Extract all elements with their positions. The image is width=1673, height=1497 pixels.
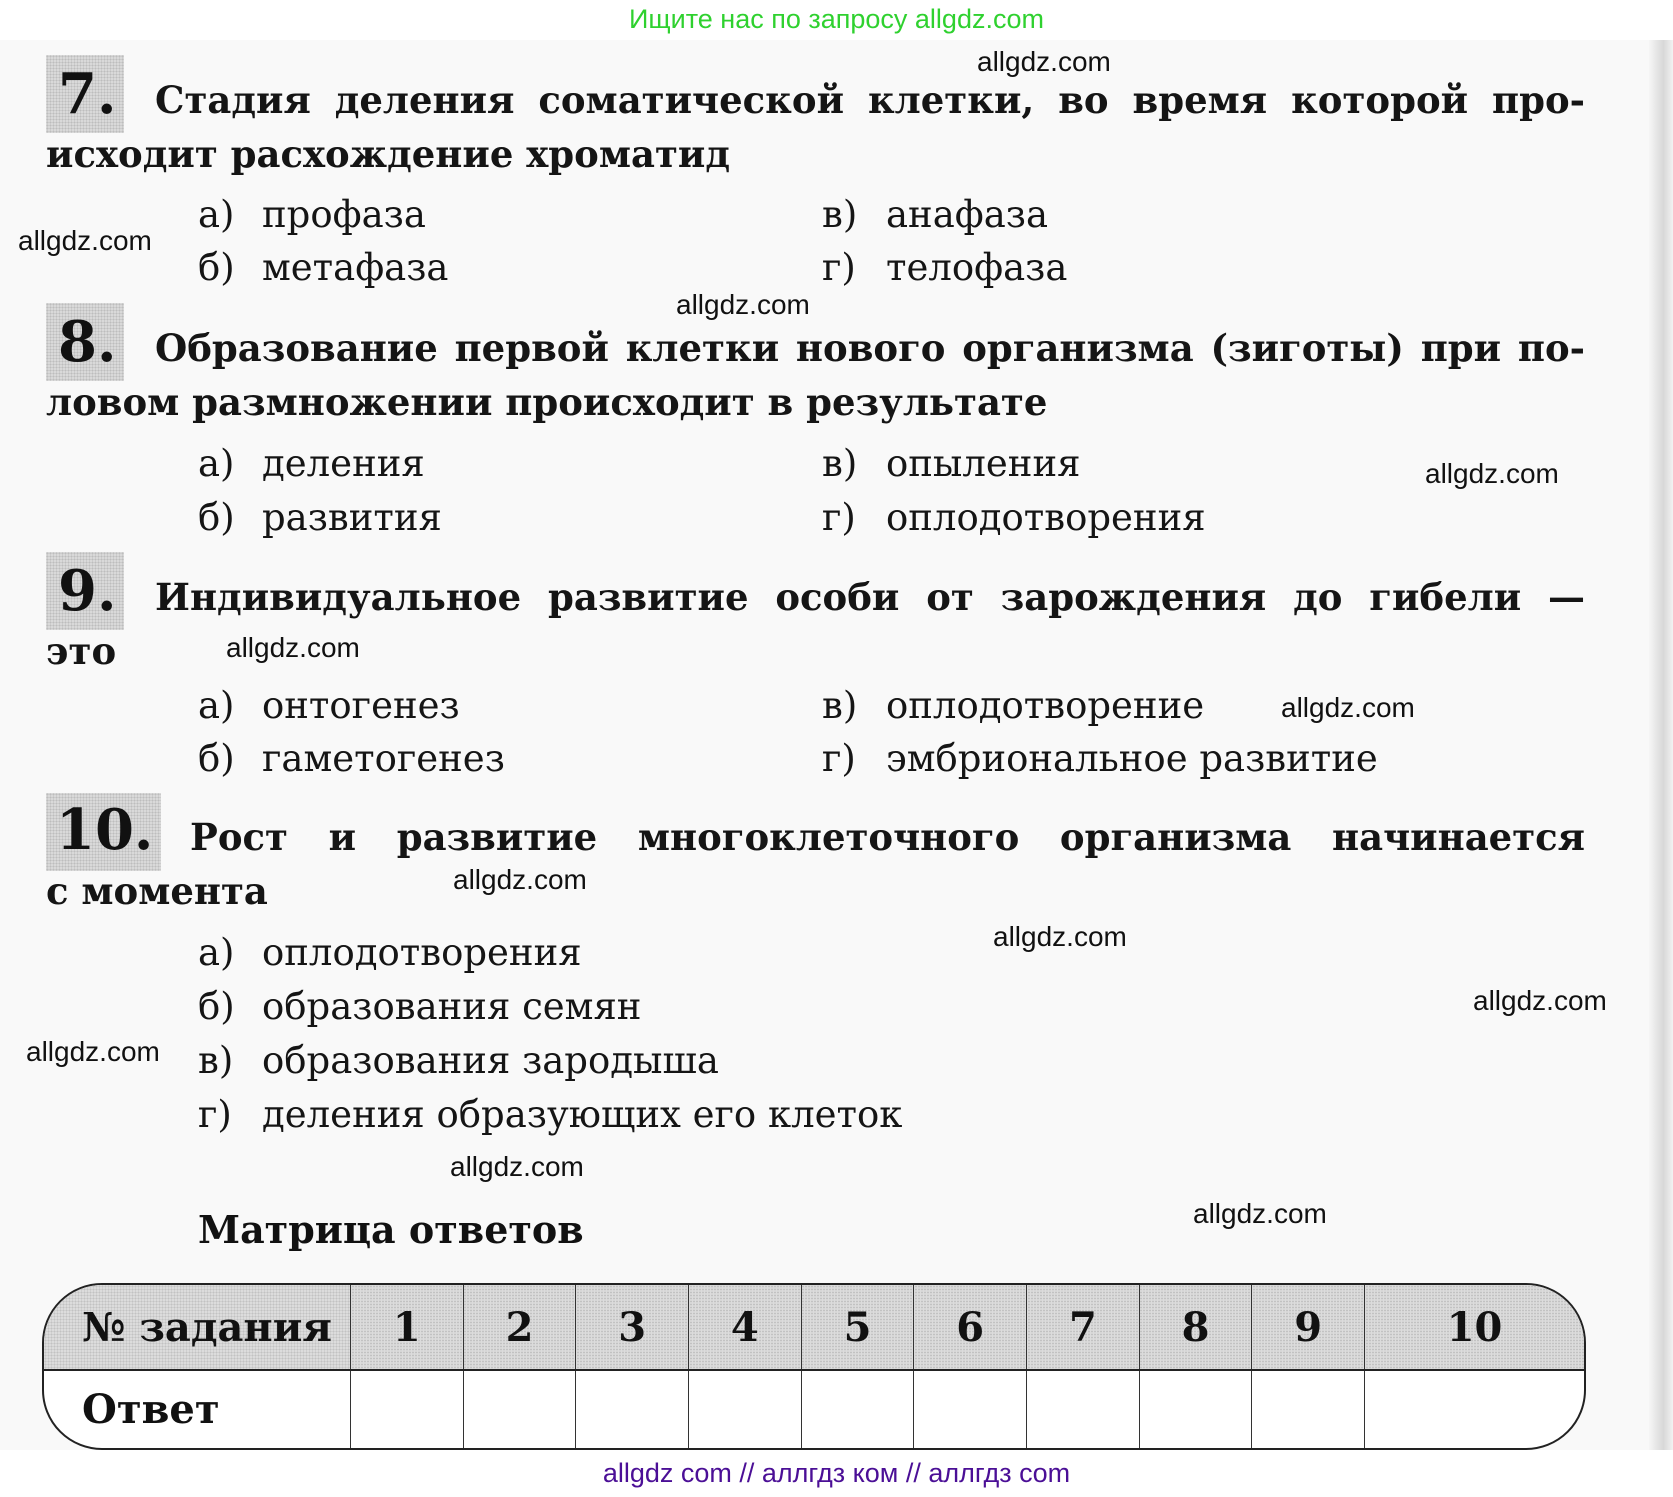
answer-cell-4[interactable] bbox=[689, 1370, 802, 1448]
question-9-option-a[interactable]: а) онтогенез bbox=[198, 684, 460, 727]
task-col-4: 4 bbox=[689, 1285, 802, 1370]
watermark: allgdz.com bbox=[226, 632, 360, 663]
task-col-1: 1 bbox=[351, 1285, 464, 1370]
watermark: allgdz.com bbox=[18, 225, 152, 256]
question-9-number: 9. bbox=[58, 558, 117, 624]
answer-matrix bbox=[42, 1283, 1586, 1450]
answer-matrix-answer-row bbox=[44, 1370, 1584, 1448]
watermark: allgdz.com bbox=[1473, 985, 1607, 1016]
answer-cell-3[interactable] bbox=[576, 1370, 689, 1448]
question-8-text-line-2: ловом размножении происходит в результате bbox=[46, 380, 1048, 424]
question-8-option-v[interactable]: в) опыления bbox=[822, 442, 1081, 485]
answer-cell-2[interactable] bbox=[463, 1370, 576, 1448]
question-10-number: 10. bbox=[56, 797, 154, 863]
task-col-7: 7 bbox=[1027, 1285, 1140, 1370]
question-7-option-g[interactable]: г) телофаза bbox=[822, 246, 1068, 289]
question-8-option-g[interactable]: г) оплодотворения bbox=[822, 496, 1206, 539]
task-col-5: 5 bbox=[801, 1285, 914, 1370]
question-10-option-a[interactable]: а) оплодотворения bbox=[198, 931, 582, 974]
answer-cell-6[interactable] bbox=[914, 1370, 1027, 1448]
watermark: allgdz.com bbox=[26, 1036, 160, 1067]
watermark: allgdz.com bbox=[977, 46, 1111, 77]
question-10-text-line-1: Рост и развитие многоклеточного организма начинается bbox=[190, 815, 1585, 859]
question-7-text-line-1: Стадия деления соматической клетки, во время которой про- bbox=[155, 78, 1585, 122]
question-10-option-g[interactable]: г) деления образующих его клеток bbox=[198, 1093, 903, 1136]
question-10-text-line-2: с момента bbox=[46, 869, 268, 913]
answer-matrix-title: Матрица ответов bbox=[198, 1207, 584, 1252]
top-banner: Ищите нас по запросу allgdz.com bbox=[629, 4, 1044, 34]
watermark: allgdz.com bbox=[676, 289, 810, 320]
question-7-option-v[interactable]: в) анафаза bbox=[822, 193, 1049, 236]
task-number-label: № задания bbox=[44, 1285, 351, 1370]
task-col-2: 2 bbox=[463, 1285, 576, 1370]
task-col-6: 6 bbox=[914, 1285, 1027, 1370]
watermark: allgdz.com bbox=[1425, 458, 1559, 489]
question-8-option-b[interactable]: б) развития bbox=[198, 496, 442, 539]
watermark: allgdz.com bbox=[450, 1151, 584, 1182]
answer-cell-5[interactable] bbox=[801, 1370, 914, 1448]
question-8-number: 8. bbox=[58, 309, 117, 375]
page-edge-shadow bbox=[1649, 40, 1673, 1450]
answer-matrix-header-row bbox=[44, 1285, 1584, 1370]
question-8-text-line-1: Образование первой клетки нового организма (зиготы) при по- bbox=[155, 326, 1585, 370]
task-col-3: 3 bbox=[576, 1285, 689, 1370]
question-10-option-v[interactable]: в) образования зародыша bbox=[198, 1039, 719, 1082]
question-10-option-b[interactable]: б) образования семян bbox=[198, 985, 642, 1028]
answer-cell-8[interactable] bbox=[1139, 1370, 1252, 1448]
question-9-option-v[interactable]: в) оплодотворение bbox=[822, 684, 1205, 727]
watermark: allgdz.com bbox=[1281, 692, 1415, 723]
question-9-text-line-1: Индивидуальное развитие особи от зарождения до гибели — bbox=[155, 575, 1585, 619]
question-9-option-b[interactable]: б) гаметогенез bbox=[198, 737, 505, 780]
answer-cell-7[interactable] bbox=[1027, 1370, 1140, 1448]
answer-cell-9[interactable] bbox=[1252, 1370, 1365, 1448]
task-col-8: 8 bbox=[1139, 1285, 1252, 1370]
watermark: allgdz.com bbox=[1193, 1198, 1327, 1229]
footer-watermark: allgdz com // аллгдз ком // аллгдз com bbox=[602, 1458, 1071, 1488]
task-col-10: 10 bbox=[1365, 1285, 1584, 1370]
question-9-option-g[interactable]: г) эмбриональное развитие bbox=[822, 737, 1378, 780]
question-7-option-b[interactable]: б) метафаза bbox=[198, 246, 449, 289]
question-8-option-a[interactable]: а) деления bbox=[198, 442, 425, 485]
question-9-text-line-2: это bbox=[46, 629, 117, 673]
question-7-option-a[interactable]: а) профаза bbox=[198, 193, 426, 236]
question-7-number: 7. bbox=[58, 61, 117, 127]
watermark: allgdz.com bbox=[453, 864, 587, 895]
task-col-9: 9 bbox=[1252, 1285, 1365, 1370]
answer-cell-10[interactable] bbox=[1365, 1370, 1584, 1448]
watermark: allgdz.com bbox=[993, 921, 1127, 952]
answer-cell-1[interactable] bbox=[351, 1370, 464, 1448]
answer-label: Ответ bbox=[82, 1386, 220, 1433]
question-7-text-line-2: исходит расхождение хроматид bbox=[46, 132, 730, 176]
